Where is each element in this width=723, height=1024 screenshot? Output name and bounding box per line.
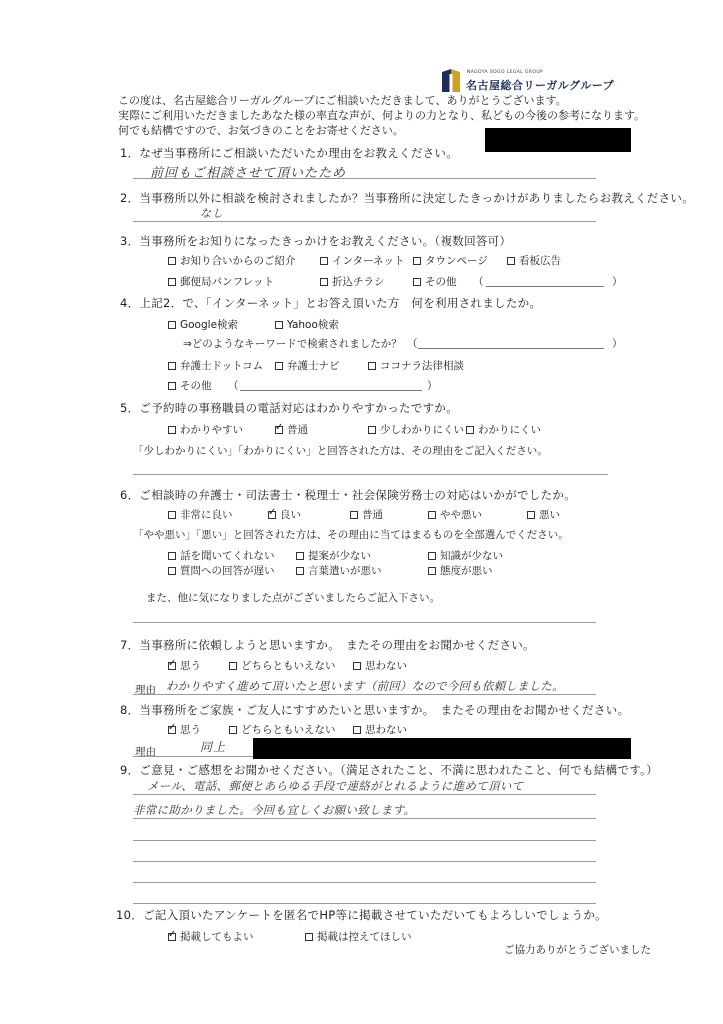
option-label: 掲載してもよい	[180, 931, 254, 943]
option-yes[interactable]	[168, 658, 201, 673]
thanks-note: ご協力ありがとうございました	[504, 944, 651, 956]
answer-line	[133, 794, 596, 795]
answer-9-line-2: 非常に助かりました。今回も宜しくお願い致します。	[133, 803, 416, 817]
checkbox[interactable]	[466, 426, 474, 434]
answer-2: なし	[200, 207, 224, 220]
option-somewhat-hard[interactable]	[368, 422, 464, 437]
reason-slow-answers[interactable]	[168, 563, 275, 578]
option-label: ココナラ法律相談	[380, 360, 464, 372]
option-yahoo[interactable]	[275, 317, 339, 332]
option-label: Yahoo検索	[287, 319, 339, 331]
checkbox[interactable]	[296, 567, 304, 575]
other-blank[interactable]	[240, 390, 422, 391]
option-label: 弁護士ナビ	[287, 360, 340, 372]
option-label: やや悪い	[440, 509, 482, 521]
option-other[interactable]	[413, 274, 457, 289]
option-label: 郵便局パンフレット	[180, 276, 274, 288]
checkbox[interactable]	[168, 567, 176, 575]
option-label: Google検索	[180, 319, 239, 331]
answer-line	[133, 221, 596, 222]
checkbox[interactable]	[229, 726, 237, 734]
checkbox[interactable]	[428, 567, 436, 575]
question-5-followup: 「少しわかりにくい」「わかりにくい」と回答された方は、その理由をご記入ください。	[133, 445, 548, 457]
paren-close: ）	[427, 380, 438, 392]
option-referral[interactable]	[168, 253, 296, 268]
question-4: 4．上記2．で、「インターネット」とお答え頂いた方 何を利用されましたか。	[120, 296, 542, 310]
logo-japanese: 名古屋総合リーガルグループ	[466, 79, 615, 92]
checkbox[interactable]	[350, 511, 358, 519]
checkbox-checked[interactable]	[168, 726, 176, 734]
option-townpage[interactable]	[413, 253, 488, 268]
option-label: 質問への回答が遅い	[180, 565, 275, 577]
option-label: 掲載は控えてほしい	[317, 931, 412, 943]
intro-line-1: この度は、名古屋総合リーガルグループにご相談いただきまして、ありがとうございます。	[118, 94, 567, 107]
option-somewhat-bad[interactable]	[428, 507, 482, 522]
checkbox[interactable]	[353, 726, 361, 734]
option-signboard[interactable]	[507, 253, 561, 268]
reason-label: 理由	[135, 746, 156, 758]
intro-line-3: 何でも結構ですので、お気づきのことをお寄せください。	[118, 124, 404, 137]
question-7: 7．当事務所に依頼しようと思いますか。 またその理由をお聞かせください。	[120, 638, 535, 652]
intro-line-2: 実際にご利用いただきましたあなた様の率直な声が、何よりの力となり、私どもの今後の参考になります。	[118, 109, 646, 122]
reason-not-listening[interactable]	[168, 548, 275, 563]
option-decline[interactable]	[305, 929, 412, 944]
option-label: タウンページ	[425, 255, 488, 267]
answer-line	[133, 694, 596, 695]
paren-open: （	[228, 380, 239, 392]
question-9: 9．ご意見・ご感想をお聞かせください。（満足されたこと、不満に思われたこと、何でも結構です。）	[120, 763, 658, 777]
option-label: 看板広告	[519, 255, 561, 267]
checkbox-checked[interactable]	[168, 933, 176, 941]
checkbox[interactable]	[168, 426, 176, 434]
checkbox[interactable]	[428, 552, 436, 560]
option-easy[interactable]	[168, 422, 243, 437]
checkbox[interactable]	[275, 321, 283, 329]
checkbox[interactable]	[368, 426, 376, 434]
checkbox[interactable]	[275, 362, 283, 370]
option-normal[interactable]	[350, 507, 383, 522]
question-5: 5．ご予約時の事務職員の電話対応はわかりやすかったですか。	[120, 401, 459, 415]
option-label: 普通	[362, 509, 383, 521]
reason-bad-language[interactable]	[296, 563, 382, 578]
question-6-other: また、他に気になりました点がございましたらご記入下さい。	[146, 592, 440, 604]
checkbox-checked[interactable]	[275, 426, 283, 434]
option-bengoshi-dotcom[interactable]	[168, 358, 263, 373]
option-neutral[interactable]	[229, 722, 336, 737]
option-coconala[interactable]	[368, 358, 464, 373]
checkbox[interactable]	[168, 552, 176, 560]
option-normal[interactable]	[275, 422, 308, 437]
reason-bad-attitude[interactable]	[428, 563, 493, 578]
answer-line	[133, 818, 596, 819]
option-bengoshi-navi[interactable]	[275, 358, 340, 373]
checkbox[interactable]	[527, 511, 535, 519]
question-6: 6．ご相談時の弁護士・司法書士・税理士・社会保険労務士の対応はいかがでしたか。	[120, 488, 577, 502]
answer-9-line-1: メール、電話、郵便とあらゆる手段で連絡がとれるように進めて頂いて	[147, 779, 524, 793]
question-10: 10．ご記入頂いたアンケートを匿名でHP等に掲載させていただいてもよろしいでしょうか。	[116, 908, 607, 922]
option-label: 折込チラシ	[332, 276, 385, 288]
option-label: どちらともいえない	[241, 660, 336, 672]
option-label: どちらともいえない	[241, 724, 336, 736]
redaction-block	[485, 128, 631, 152]
paren-close: ）	[612, 276, 623, 288]
paren-open: （	[473, 276, 484, 288]
checkbox[interactable]	[320, 257, 328, 265]
option-label: インターネット	[332, 255, 405, 267]
question-6-followup: 「やや悪い」「悪い」と回答された方は、その理由に当てはまるものを全部選んでください。	[133, 529, 569, 541]
option-label: 話を聞いてくれない	[180, 550, 275, 562]
option-label: 思う	[180, 660, 201, 672]
answer-1: 前回もご相談させて頂いたため	[150, 166, 347, 181]
checkbox[interactable]	[305, 933, 313, 941]
option-label: わかりやすい	[180, 424, 243, 436]
option-allow[interactable]	[168, 929, 254, 944]
reason-little-knowledge[interactable]	[428, 548, 503, 563]
question-2: 2．当事務所以外に相談を検討されましたか？当事務所に決定したきっかけがありましたらお教えください。	[120, 191, 695, 205]
checkbox[interactable]	[353, 662, 361, 670]
reason-label: 理由	[135, 684, 156, 696]
option-label: 提案が少ない	[308, 550, 371, 562]
option-label: 思わない	[365, 724, 407, 736]
option-yes[interactable]	[168, 722, 201, 737]
option-google[interactable]	[168, 317, 238, 332]
redaction-block	[253, 738, 631, 759]
option-flyer[interactable]	[320, 274, 385, 289]
checkbox[interactable]	[168, 511, 176, 519]
checkbox[interactable]	[168, 278, 176, 286]
option-label: お知り合いからのご紹介	[180, 255, 296, 267]
option-good[interactable]	[268, 507, 301, 522]
other-blank[interactable]	[486, 286, 604, 287]
checkbox[interactable]	[296, 552, 304, 560]
answer-line	[133, 903, 596, 904]
checkbox[interactable]	[413, 278, 421, 286]
option-label: 普通	[287, 424, 308, 436]
answer-line	[133, 882, 596, 883]
answer-7: わかりやすく進めて頂いたと思います（前回）なので今回も依頼しました。	[166, 679, 564, 693]
option-label: 少しわかりにくい	[380, 424, 464, 436]
keyword-blank[interactable]	[418, 348, 604, 349]
answer-line	[133, 840, 596, 841]
option-label: 良い	[280, 509, 301, 521]
checkbox[interactable]	[428, 511, 436, 519]
option-label: 知識が少ない	[440, 550, 503, 562]
checkbox[interactable]	[168, 382, 176, 390]
checkbox[interactable]	[413, 257, 421, 265]
option-no[interactable]	[353, 658, 407, 673]
question-8: 8．当事務所をご家族・ご友人にすすめたいと思いますか。 またその理由をお聞かせください。	[120, 703, 630, 717]
option-label: 悪い	[539, 509, 560, 521]
option-very-good[interactable]	[168, 507, 233, 522]
option-label: 思わない	[365, 660, 407, 672]
option-other[interactable]	[168, 378, 212, 393]
checkbox[interactable]	[168, 362, 176, 370]
option-label: 言葉遣いが悪い	[308, 565, 382, 577]
option-internet[interactable]	[320, 253, 405, 268]
checkbox[interactable]	[168, 321, 176, 329]
option-post-office[interactable]	[168, 274, 274, 289]
checkbox[interactable]	[229, 662, 237, 670]
question-3: 3．当事務所をお知りになったきっかけをお教えください。（複数回答可）	[120, 234, 512, 248]
answer-line	[133, 622, 596, 623]
option-label: わかりにくい	[478, 424, 541, 436]
answer-line	[133, 474, 608, 475]
answer-line	[133, 178, 596, 179]
option-neutral[interactable]	[229, 658, 336, 673]
option-label: その他	[425, 276, 457, 288]
option-label: 弁護士ドットコム	[180, 360, 264, 372]
answer-8: 同上	[200, 740, 227, 754]
option-label: 思う	[180, 724, 201, 736]
option-label: 非常に良い	[180, 509, 233, 521]
option-label: その他	[180, 380, 212, 392]
paren-close: ）	[612, 338, 623, 350]
option-label: 態度が悪い	[440, 565, 493, 577]
option-no[interactable]	[353, 722, 407, 737]
checkbox-checked[interactable]	[168, 662, 176, 670]
option-hard[interactable]	[466, 422, 541, 437]
checkbox[interactable]	[168, 257, 176, 265]
option-bad[interactable]	[527, 507, 560, 522]
answer-line	[133, 861, 596, 862]
question-1: 1．なぜ当事務所にご相談いただいたか理由をお教えください。	[120, 146, 459, 160]
checkbox[interactable]	[368, 362, 376, 370]
keyword-question: ⇒どのようなキーワードで検索されましたか？ （	[183, 338, 418, 350]
reason-few-proposals[interactable]	[296, 548, 371, 563]
checkbox[interactable]	[320, 278, 328, 286]
logo-icon	[440, 68, 462, 94]
logo-english: NAGOYA SOGO LEGAL GROUP	[467, 70, 544, 75]
checkbox-checked[interactable]	[268, 511, 276, 519]
checkbox[interactable]	[507, 257, 515, 265]
